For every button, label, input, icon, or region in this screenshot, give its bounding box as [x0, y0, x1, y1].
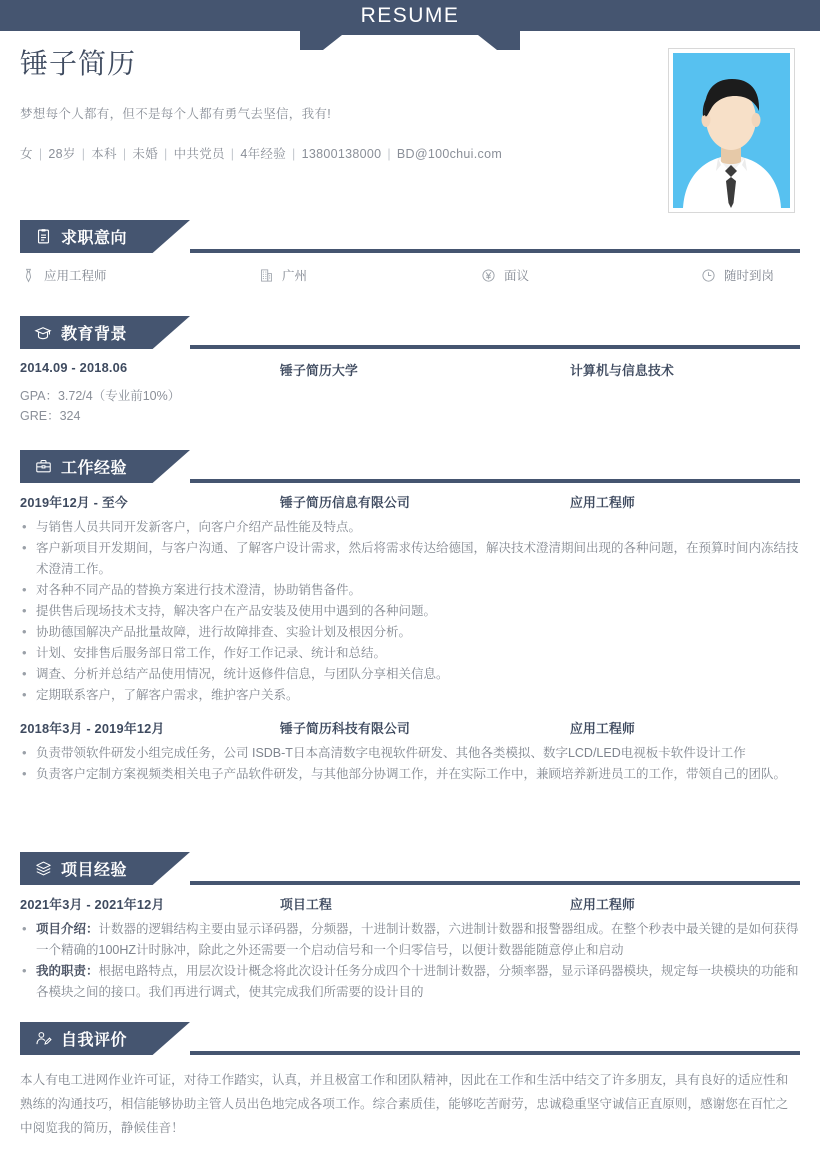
profile-photo-frame	[668, 48, 795, 213]
project-role: 应用工程师	[570, 897, 635, 912]
person-edit-icon	[34, 1030, 52, 1048]
profile-photo	[673, 53, 790, 208]
meta-experience: 4年经验	[240, 147, 287, 161]
layers-icon	[34, 860, 52, 878]
meta-separator: |	[38, 147, 43, 161]
section-title: 求职意向	[61, 230, 128, 247]
section-header	[0, 220, 820, 253]
work-role: 应用工程师	[570, 495, 635, 510]
section-work-experience	[0, 450, 820, 781]
candidate-name: 锤子简历	[20, 48, 137, 79]
intent-city-label: 广州	[282, 269, 308, 283]
meta-separator: |	[81, 147, 86, 161]
list-item: • 与销售人员共同开发新客户，向客户介绍产品性能及特点。	[20, 517, 800, 538]
work-entry-head	[20, 492, 800, 511]
education-school: 锤子简历大学	[280, 363, 358, 378]
section-header	[0, 316, 820, 349]
section-header-rule	[190, 345, 800, 349]
section-header-label	[34, 316, 127, 349]
tie-icon	[20, 267, 37, 284]
section-header	[0, 852, 820, 885]
intent-item-position	[20, 266, 258, 284]
section-header	[0, 1022, 820, 1055]
list-item: • 负责带领软件研发小组完成任务，公司 ISDB-T日本高清数字电视软件研发、其他各类模拟、数字LCD/LED电视板卡软件设计工作	[20, 743, 800, 764]
meta-separator: |	[164, 147, 168, 161]
project-name: 项目工程	[280, 897, 332, 912]
work-company: 锤子简历信息有限公司	[280, 495, 410, 510]
meta-email: BD@100chui.com	[396, 147, 503, 161]
education-gre: GRE：324	[20, 409, 81, 423]
work-entry-head	[20, 718, 800, 737]
section-project-experience	[0, 852, 820, 999]
work-bullet-list	[20, 517, 800, 706]
meta-political: 中共党员	[173, 147, 225, 161]
list-item: • 调查、分析并总结产品使用情况，统计返修件信息，与团队分享相关信息。	[20, 664, 800, 685]
education-entry	[20, 360, 800, 426]
candidate-slogan: 梦想每个人都有，但不是每个人都有勇气去坚信，我有!	[20, 107, 331, 121]
education-major: 计算机与信息技术	[570, 363, 674, 378]
intent-item-availability	[700, 266, 774, 284]
intent-availability-label: 随时到岗	[724, 269, 775, 283]
briefcase-icon	[34, 458, 52, 476]
project-bullet-text: 根据电路特点，用层次设计概念将此次设计任务分成四个十进制计数器，分频率器，显示译码器模块，规定每一块模块的功能和各模块之间的接口。我们再进行调式，使其完成我们所需要的设计目的	[36, 964, 799, 999]
self-evaluation-text: 本人有电工进网作业许可证，对待工作踏实，认真，并且极富工作和团队精神，因此在工作和生活中结交了许多朋友，具有良好的适应性和熟练的沟通技巧，相信能够协助主管人员出色地完成各项工作。综合素质佳，能够吃苦耐劳，忠诚稳重坚守诚信正直原则，感谢您在百忙之中阅览我的简历，静候佳音！	[20, 1073, 789, 1135]
building-icon	[258, 267, 275, 284]
avatar-illustration	[673, 53, 790, 208]
work-entry-2	[20, 718, 800, 785]
meta-separator: |	[292, 147, 296, 161]
graduation-cap-icon	[34, 324, 52, 342]
project-entry-head	[20, 894, 800, 913]
section-self-evaluation	[0, 1022, 820, 1135]
intent-item-city	[258, 266, 480, 284]
profile-block	[20, 42, 640, 162]
meta-gender: 女	[20, 147, 33, 161]
list-item: • 对各种不同产品的替换方案进行技术澄清，协助销售备件。	[20, 580, 800, 601]
yen-circle-icon	[480, 267, 497, 284]
education-entry-head	[20, 360, 800, 379]
job-intention-items	[20, 266, 800, 284]
section-header-label	[34, 220, 127, 253]
project-bullet-list	[20, 919, 800, 1003]
section-education	[0, 316, 820, 423]
project-bullet-text: 计数器的逻辑结构主要由显示译码器，分频器，十进制计数器，六进制计数器和报警器组成。在整个秒表中最关键的是如何获得一个精确的100HZ计时脉冲，除此之外还需要一个启动信号和一个归零信号，以便计数器能随意停止和启动	[36, 922, 799, 957]
list-item	[20, 919, 800, 961]
education-date: 2014.09 - 2018.06	[20, 360, 128, 375]
list-item: • 计划、安排售后服务部日常工作，作好工作记录、统计和总结。	[20, 643, 800, 664]
section-header-rule	[190, 249, 800, 253]
education-gpa: GPA：3.72/4（专业前10%）	[20, 389, 181, 403]
meta-marital: 未婚	[132, 147, 159, 161]
section-header-label	[34, 852, 127, 885]
meta-separator: |	[122, 147, 127, 161]
intent-position-label: 应用工程师	[44, 269, 107, 283]
clock-icon	[700, 267, 717, 284]
section-header-rule	[190, 479, 800, 483]
meta-separator: |	[230, 147, 235, 161]
section-header-rule	[190, 881, 800, 885]
work-company: 锤子简历科技有限公司	[280, 721, 410, 736]
work-role: 应用工程师	[570, 721, 635, 736]
list-item: • 客户新项目开发期间，与客户沟通、了解客户设计需求，然后将需求传达给德国，解决技术澄清期间出现的各种问题，在预算时间内冻结技术澄清工作。	[20, 538, 800, 580]
work-date: 2018年3月 - 2019年12月	[20, 721, 165, 736]
meta-phone: 13800138000	[301, 147, 382, 161]
candidate-meta-line	[20, 144, 640, 162]
list-item: • 定期联系客户，了解客户需求，维护客户关系。	[20, 685, 800, 706]
list-item	[20, 961, 800, 1003]
intent-item-salary	[480, 266, 700, 284]
work-date: 2019年12月 - 至今	[20, 495, 128, 510]
project-date: 2021年3月 - 2021年12月	[20, 897, 165, 912]
work-bullet-list	[20, 743, 800, 785]
meta-age: 28岁	[48, 147, 76, 161]
section-title: 工作经验	[61, 460, 128, 477]
section-title: 自我评价	[61, 1032, 128, 1049]
list-item: • 提供售后现场技术支持，解决客户在产品安装及使用中遇到的各种问题。	[20, 601, 800, 622]
work-entry-1	[20, 492, 800, 706]
section-header-label	[34, 450, 127, 483]
section-header-rule	[190, 1051, 800, 1055]
section-title: 项目经验	[61, 862, 128, 879]
section-header-label	[34, 1022, 127, 1055]
clipboard-icon	[34, 228, 52, 246]
meta-degree: 本科	[91, 147, 117, 161]
intent-salary-label: 面议	[504, 269, 530, 283]
meta-separator: |	[387, 147, 391, 161]
project-entry	[20, 894, 800, 1003]
section-title: 教育背景	[61, 326, 128, 343]
list-item: • 协助德国解决产品批量故障，进行故障排查、实验计划及根因分析。	[20, 622, 800, 643]
resume-title: RESUME	[360, 4, 460, 27]
project-bullet-label: 项目介绍：	[36, 922, 99, 936]
list-item: • 负责客户定制方案视频类相关电子产品软件研发，与其他部分协调工作，并在实际工作中，兼顾培养新进员工的工作，带领自己的团队。	[20, 764, 800, 785]
project-bullet-label: 我的职责：	[36, 964, 99, 978]
section-job-intention	[0, 220, 820, 283]
section-header	[0, 450, 820, 483]
